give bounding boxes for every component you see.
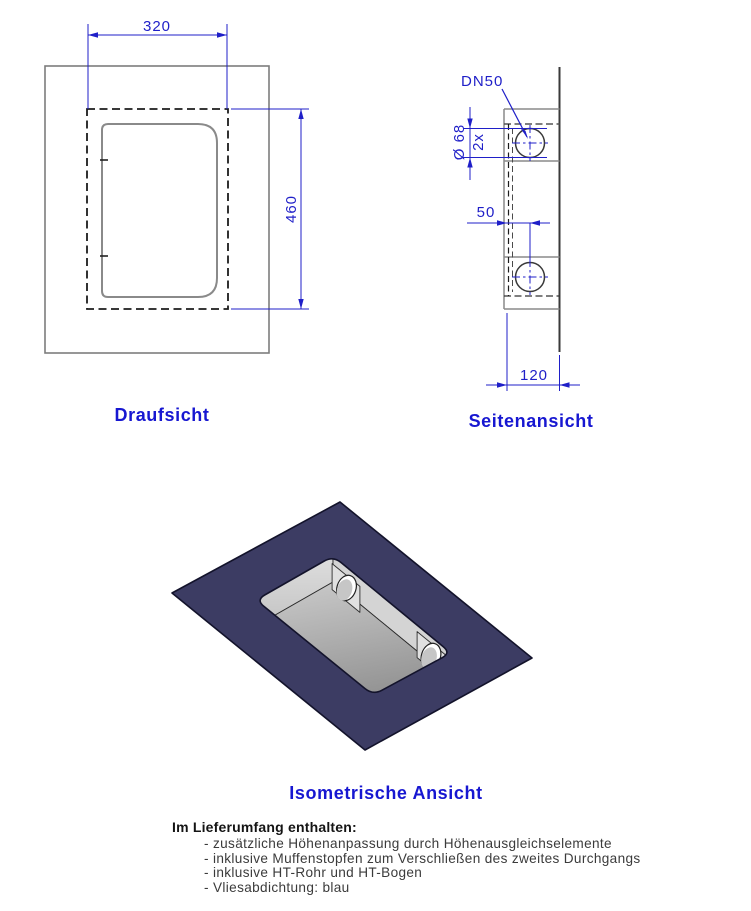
dim-arrow	[560, 382, 570, 387]
side-view-label: Seitenansicht	[468, 411, 594, 431]
dim-320-text: 320	[142, 18, 172, 35]
dim-68-text: Ø 68	[451, 123, 468, 161]
delivery-scope	[172, 819, 732, 896]
dim-120-text: 120	[519, 367, 549, 384]
iso-view-label: Isometrische Ansicht	[289, 783, 483, 803]
dn50-text: DN50	[461, 73, 504, 90]
delivery-item: - inklusive Muffenstopfen zum Verschließen des zweites Durchgangs	[204, 850, 641, 866]
delivery-item: - zusätzliche Höhenanpassung durch Höhenausgleichselemente	[204, 836, 612, 851]
top-view	[45, 18, 309, 425]
delivery-item: - inklusive HT-Rohr und HT-Bogen	[204, 865, 423, 881]
dim-arrow	[497, 220, 507, 225]
dim-50-text: 50	[476, 204, 496, 221]
dim-2x-text: 2x	[470, 133, 487, 151]
delivery-heading: Im Lieferumfang enthalten:	[172, 819, 357, 835]
dim-arrow	[497, 382, 507, 387]
dim-arrow	[298, 109, 303, 119]
side-view	[451, 67, 593, 431]
dim-arrow	[217, 32, 227, 37]
delivery-item: - Vliesabdichtung: blau	[204, 880, 350, 896]
dim-arrow	[298, 299, 303, 309]
iso-view	[172, 502, 532, 803]
dim-arrow	[88, 32, 98, 37]
dim-arrow	[467, 158, 472, 168]
delivery-items	[172, 837, 732, 896]
drain-body-outline	[102, 124, 217, 297]
dim-arrow	[467, 119, 472, 129]
dim-460-text: 460	[283, 194, 300, 224]
top-view-label: Draufsicht	[114, 405, 210, 425]
dn50-leader	[502, 89, 528, 139]
cutout-dashed-rect	[87, 109, 228, 309]
leader-line	[502, 89, 527, 137]
dim-arrow	[530, 220, 540, 225]
